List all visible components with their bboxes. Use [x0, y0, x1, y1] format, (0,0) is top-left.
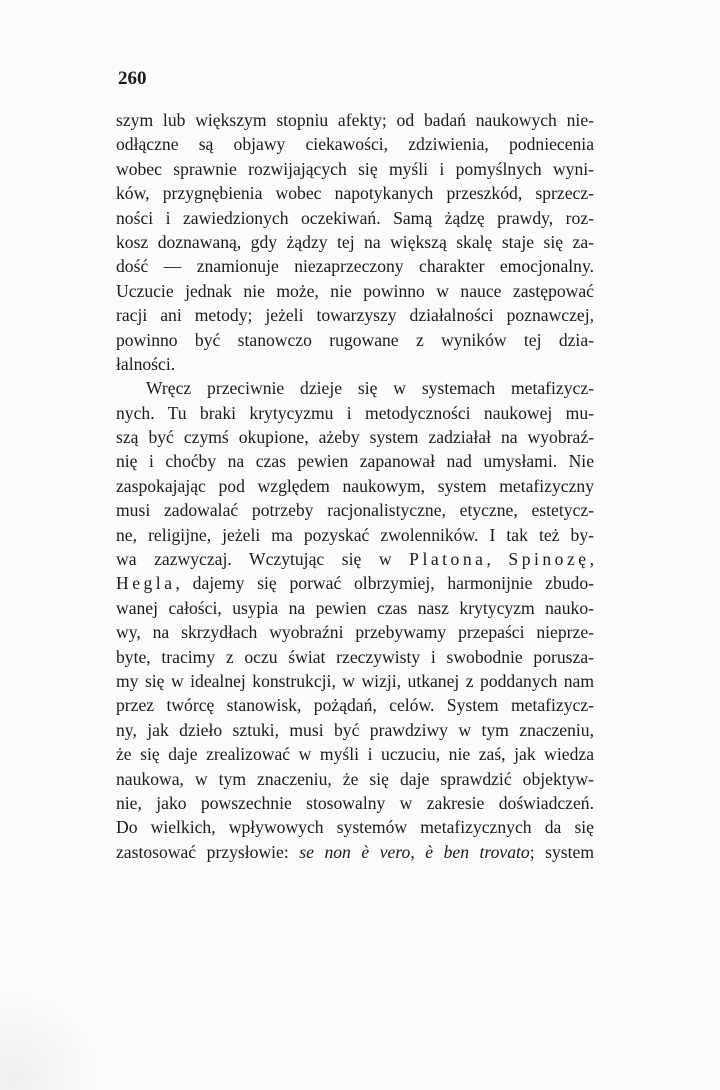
- text-line: naukowa, w tym znaczeniu, że się daje sprawdzić objektyw-: [116, 768, 594, 789]
- line-segment: , dajemy się porwać olbrzymiej, harmonijnie zbudo-: [175, 573, 594, 594]
- text-line: musi zadowalać potrzeby racjonalistyczne, etyczne, estetycz-: [116, 500, 594, 521]
- text-line: byte, tracimy z oczu świat rzeczywisty i swobodnie porusza-: [116, 646, 594, 667]
- text-line: wy, na skrzydłach wyobraźni przebywamy przepaści nieprze-: [116, 622, 594, 643]
- text-line: powinno być stanowczo rugowane z wyników tej dzia-: [116, 329, 594, 350]
- text-line: Uczucie jednak nie może, nie powinno w nauce zastępować: [116, 280, 594, 301]
- text-line: ków, przygnębienia wobec napotykanych przeszkód, sprzecz-: [116, 183, 594, 204]
- line-segment: wa zazwyczaj. Wczytując się w: [116, 549, 410, 570]
- line-segment: zastosować przysłowie:: [116, 841, 300, 862]
- text-line-names: [116, 547, 594, 571]
- text-line: ny, jak dzieło sztuki, musi być prawdziwy w tym znaczeniu,: [116, 719, 594, 740]
- italic-proverb-part: è ben trovato: [425, 841, 530, 862]
- italic-proverb-part: se non è vero: [299, 841, 411, 862]
- page-number: 260: [118, 68, 147, 89]
- text-line: nię i choćby na czas pewien zapanował nad umysłami. Nie: [116, 451, 594, 472]
- text-line: racji ani metody; jeżeli towarzyszy działalności poznawczej,: [116, 305, 594, 326]
- text-line: zaspokajając pod względem naukowym, system metafizyczny: [116, 475, 594, 496]
- spaced-name-spinoze: Spinozę: [508, 549, 590, 570]
- text-line: nych. Tu braki krytycyzmu i metodyczności naukowej mu-: [116, 402, 594, 423]
- text-line: szą być czymś okupione, ażeby system zadziałał na wyobraź-: [116, 427, 594, 448]
- line-segment: ,: [589, 549, 594, 570]
- body-text: [116, 108, 594, 864]
- line-segment: ,: [486, 549, 509, 570]
- text-line: wanej całości, usypia na pewien czas nasz krytycyzm nauko-: [116, 597, 594, 618]
- text-line: dość — znamionuje niezaprzeczony charakter emocjonalny.: [116, 256, 594, 277]
- text-line-proverb: [116, 840, 594, 864]
- line-segment: ,: [410, 841, 426, 862]
- text-line: wobec sprawnie rozwijających się myśli i pomyślnych wyni-: [116, 158, 594, 179]
- paper-texture: [0, 970, 120, 1090]
- text-line: ności i zawiedzionych oczekiwań. Samą żądzę prawdy, roz-: [116, 207, 594, 228]
- text-line-names: [116, 571, 594, 595]
- spaced-name-platona: Platona: [409, 549, 487, 570]
- text-line: szym lub większym stopniu afekty; od badań naukowych nie-: [116, 110, 594, 130]
- paragraph-first-line: Wręcz przeciwnie dzieje się w systemach metafizycz-: [146, 378, 594, 399]
- text-line: ne, religijne, jeżeli ma pozyskać zwolenników. I tak też by-: [116, 524, 594, 545]
- text-line: Do wielkich, wpływowych systemów metafizycznych da się: [116, 817, 594, 838]
- text-line: łalności.: [116, 353, 176, 374]
- text-line: odłączne są objawy ciekawości, zdziwienia, podniecenia: [116, 134, 594, 155]
- text-line: my się w idealnej konstrukcji, w wizji, utkanej z poddanych nam: [116, 670, 594, 691]
- spaced-name-hegla: Hegla: [116, 573, 176, 594]
- text-line: że się daje zrealizować w myśli i uczuciu, nie zaś, jak wiedza: [116, 744, 594, 765]
- text-line: nie, jako powszechnie stosowalny w zakresie doświadczeń.: [116, 792, 594, 813]
- text-line: kosz doznawaną, gdy żądzy tej na większą skalę staje się za-: [116, 231, 594, 252]
- line-segment: ; system: [529, 841, 595, 862]
- text-line: przez twórcę stanowisk, pożądań, celów. System metafizycz-: [116, 695, 594, 716]
